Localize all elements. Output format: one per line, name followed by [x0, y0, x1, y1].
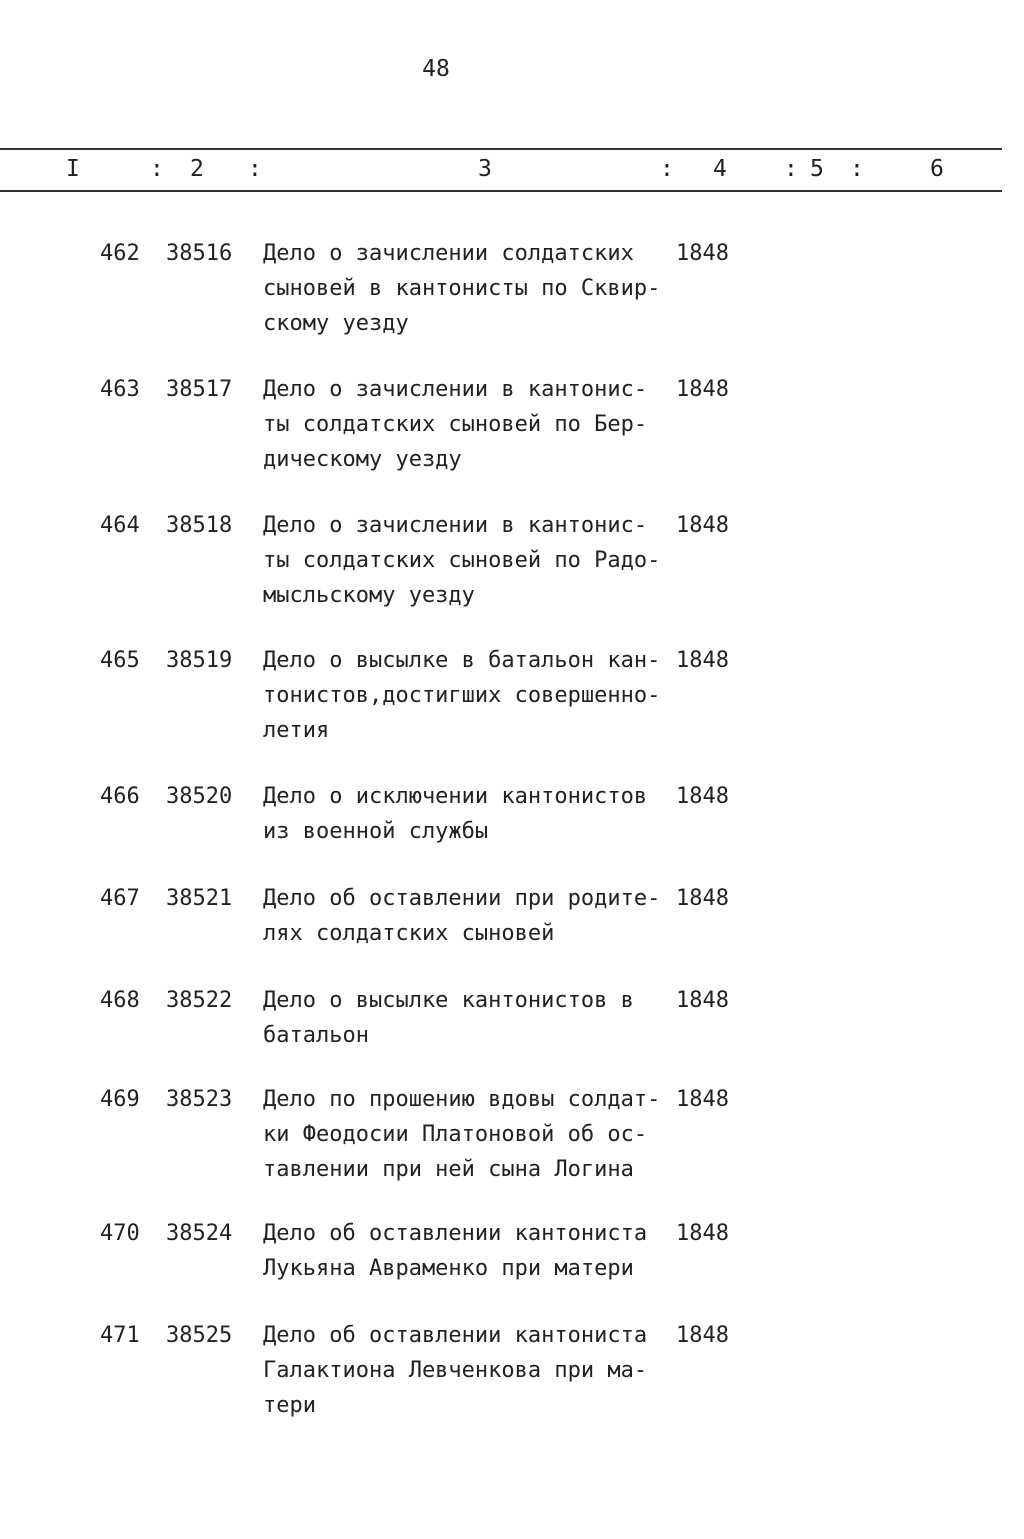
entry-number: 468 — [100, 988, 140, 1013]
entry-title-line: Дело об оставлении при родите- — [263, 886, 661, 911]
entry-title-line: тонистов,достигших совершенно- — [263, 683, 661, 708]
entry-title — [263, 1082, 693, 1187]
entry-number: 471 — [100, 1323, 140, 1348]
entry-title-line: лях солдатских сыновей — [263, 921, 555, 946]
entry-title-line: ты солдатских сыновей по Бер- — [263, 412, 648, 437]
entry-title-line: ты солдатских сыновей по Радо- — [263, 548, 661, 573]
entry-title — [263, 983, 693, 1053]
column-separator: : — [248, 156, 262, 182]
entry-file-number: 38516 — [166, 241, 233, 266]
column-separator: : — [850, 156, 864, 182]
entry-year: 1848 — [676, 784, 729, 809]
entry-year: 1848 — [676, 377, 729, 402]
entry-year: 1848 — [676, 1323, 729, 1348]
entry-title-line: летия — [263, 718, 330, 743]
entry-title — [263, 1318, 693, 1423]
entry-title-line: тавлении при ней сына Логина — [263, 1157, 634, 1182]
entry-title-line: Дело о высылке кантонистов в — [263, 988, 634, 1013]
entry-file-number: 38520 — [166, 784, 233, 809]
entry-title-line: Галактиона Левченкова при ма- — [263, 1358, 648, 1383]
column-separator: : — [784, 156, 798, 182]
entry-number: 466 — [100, 784, 140, 809]
entry-title — [263, 372, 693, 477]
entry-number: 469 — [100, 1087, 140, 1112]
header-rule-top — [0, 148, 1002, 150]
entry-number: 465 — [100, 648, 140, 673]
entry-title-line: из военной службы — [263, 819, 489, 844]
entry-title-line: дическому уезду — [263, 447, 462, 472]
entry-title-line: Дело об оставлении кантониста — [263, 1323, 648, 1348]
page-number: 48 — [422, 56, 450, 82]
entry-title-line: Дело о высылке в батальон кан- — [263, 648, 661, 673]
entry-title-line: Дело о исключении кантонистов — [263, 784, 648, 809]
column-header-1: I — [66, 156, 80, 182]
entry-file-number: 38523 — [166, 1087, 233, 1112]
entry-title — [263, 236, 693, 341]
entry-number: 464 — [100, 513, 140, 538]
entry-title-line: Дело о зачислении солдатских — [263, 241, 634, 266]
entry-title — [263, 881, 693, 951]
entry-year: 1848 — [676, 988, 729, 1013]
entry-title — [263, 643, 693, 748]
entry-title-line: ки Феодосии Платоновой об ос- — [263, 1122, 648, 1147]
entry-title-line: Дело об оставлении кантониста — [263, 1221, 648, 1246]
entry-title — [263, 1216, 693, 1286]
column-header-3: 3 — [478, 156, 492, 182]
column-header-6: 6 — [930, 156, 944, 182]
entry-number: 467 — [100, 886, 140, 911]
column-header-4: 4 — [713, 156, 727, 182]
entry-number: 470 — [100, 1221, 140, 1246]
entry-title — [263, 779, 693, 849]
entry-file-number: 38517 — [166, 377, 233, 402]
entry-title — [263, 508, 693, 613]
entry-number: 463 — [100, 377, 140, 402]
entry-title-line: тери — [263, 1393, 316, 1418]
entry-year: 1848 — [676, 1221, 729, 1246]
entry-title-line: Дело о зачислении в кантонис- — [263, 513, 648, 538]
entry-year: 1848 — [676, 513, 729, 538]
column-separator: : — [660, 156, 674, 182]
entry-file-number: 38522 — [166, 988, 233, 1013]
entry-year: 1848 — [676, 1087, 729, 1112]
entry-file-number: 38521 — [166, 886, 233, 911]
header-rule-bottom — [0, 190, 1002, 192]
entry-title-line: мысльскому уезду — [263, 583, 475, 608]
entry-title-line: Дело по прошению вдовы солдат- — [263, 1087, 661, 1112]
entry-file-number: 38524 — [166, 1221, 233, 1246]
entry-title-line: Лукьяна Авраменко при матери — [263, 1256, 634, 1281]
entry-title-line: Дело о зачислении в кантонис- — [263, 377, 648, 402]
entry-year: 1848 — [676, 648, 729, 673]
entry-file-number: 38518 — [166, 513, 233, 538]
entry-title-line: батальон — [263, 1023, 369, 1048]
entry-file-number: 38525 — [166, 1323, 233, 1348]
entry-year: 1848 — [676, 886, 729, 911]
entry-file-number: 38519 — [166, 648, 233, 673]
entry-year: 1848 — [676, 241, 729, 266]
entry-number: 462 — [100, 241, 140, 266]
column-header-5: 5 — [810, 156, 824, 182]
entry-title-line: сыновей в кантонисты по Сквир- — [263, 276, 661, 301]
entry-title-line: скому уезду — [263, 311, 409, 336]
column-header-2: 2 — [190, 156, 204, 182]
column-separator: : — [150, 156, 164, 182]
